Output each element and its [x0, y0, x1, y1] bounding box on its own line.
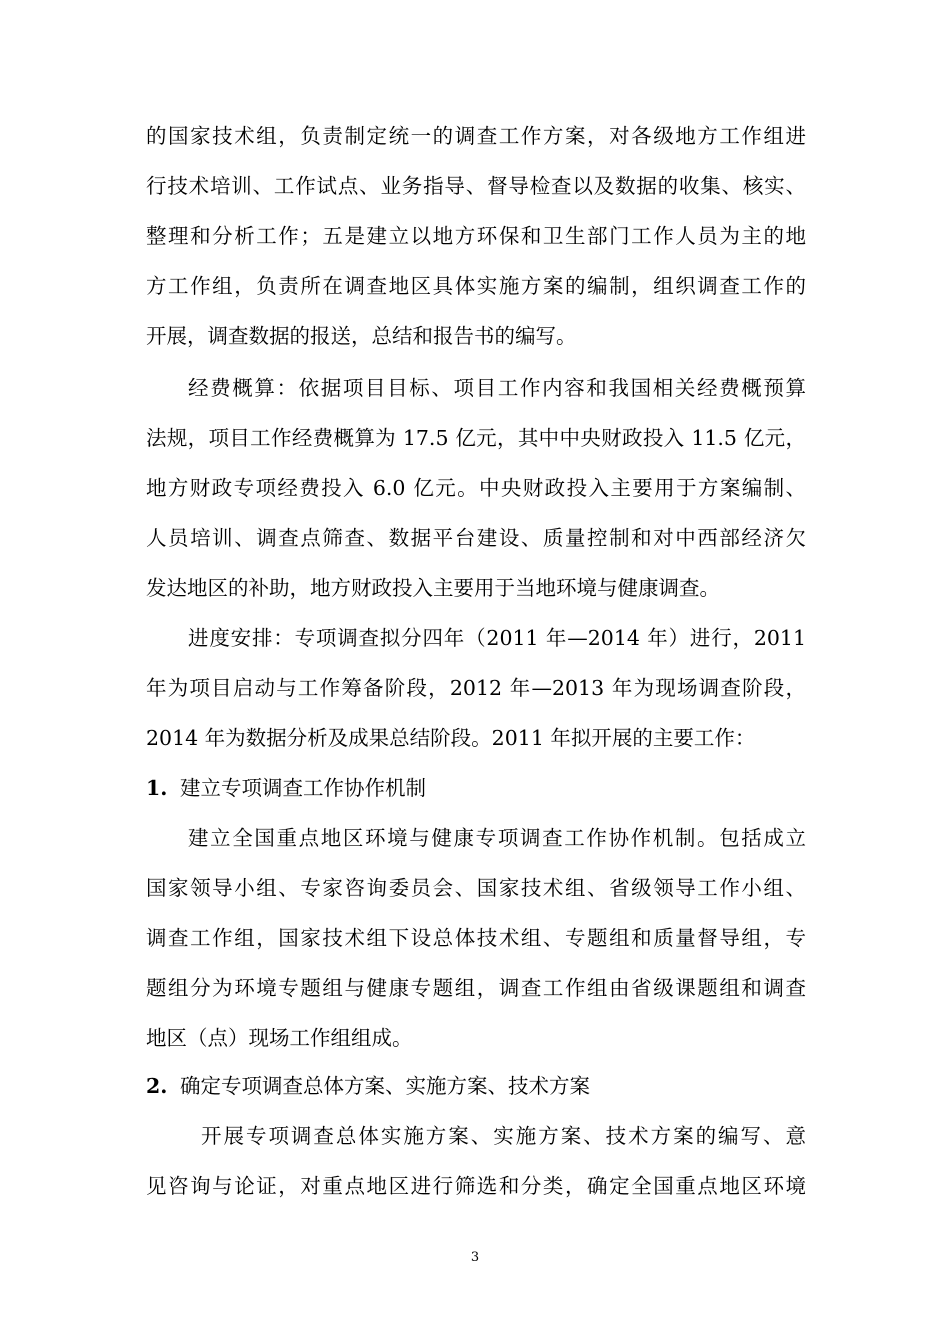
- paragraph-line: 调查工作组，国家技术组下设总体技术组、专题组和质量督导组，专: [146, 926, 806, 950]
- paragraph-line: 年为项目启动与工作筹备阶段，2012 年—2013 年为现场调查阶段，: [146, 676, 806, 700]
- paragraph-line: 见咨询与论证，对重点地区进行筛选和分类，确定全国重点地区环境: [146, 1174, 806, 1198]
- section-number: 1.: [146, 776, 168, 800]
- section-title: 确定专项调查总体方案、实施方案、技术方案: [180, 1074, 590, 1098]
- page-number: 3: [470, 1250, 480, 1265]
- section-number: 2.: [146, 1074, 168, 1098]
- paragraph-line: 法规，项目工作经费概算为 17.5 亿元，其中中央财政投入 11.5 亿元，: [146, 426, 806, 450]
- section-title: 建立专项调查工作协作机制: [180, 776, 426, 800]
- paragraph-line: 整理和分析工作；五是建立以地方环保和卫生部门工作人员为主的地: [146, 224, 806, 248]
- paragraph-line: 2014 年为数据分析及成果总结阶段。2011 年拟开展的主要工作：: [146, 726, 756, 750]
- paragraph-line: 经费概算：依据项目目标、项目工作内容和我国相关经费概预算: [188, 376, 806, 400]
- paragraph-line: 行技术培训、工作试点、业务指导、督导检查以及数据的收集、核实、: [146, 174, 806, 198]
- paragraph-line: 的国家技术组，负责制定统一的调查工作方案，对各级地方工作组进: [146, 124, 806, 148]
- section-heading-1: [146, 774, 806, 802]
- paragraph-line: 进度安排：专项调查拟分四年（2011 年—2014 年）进行，2011: [188, 626, 806, 650]
- paragraph-line: 地方财政专项经费投入 6.0 亿元。中央财政投入主要用于方案编制、: [146, 476, 806, 500]
- section-heading-2: [146, 1072, 806, 1100]
- paragraph-line: 题组分为环境专题组与健康专题组，调查工作组由省级课题组和调查: [146, 976, 806, 1000]
- paragraph-line: 地区（点）现场工作组组成。: [146, 1026, 413, 1050]
- paragraph-line: 方工作组，负责所在调查地区具体实施方案的编制，组织调查工作的: [146, 274, 806, 298]
- paragraph-line: 开展专项调查总体实施方案、实施方案、技术方案的编写、意: [201, 1124, 806, 1148]
- paragraph-line: 建立全国重点地区环境与健康专项调查工作协作机制。包括成立: [188, 826, 806, 850]
- paragraph-line: 发达地区的补助，地方财政投入主要用于当地环境与健康调查。: [146, 576, 720, 600]
- paragraph-line: 国家领导小组、专家咨询委员会、国家技术组、省级领导工作小组、: [146, 876, 806, 900]
- paragraph-line: 开展，调查数据的报送，总结和报告书的编写。: [146, 324, 577, 348]
- paragraph-line: 人员培训、调查点筛查、数据平台建设、质量控制和对中西部经济欠: [146, 526, 806, 550]
